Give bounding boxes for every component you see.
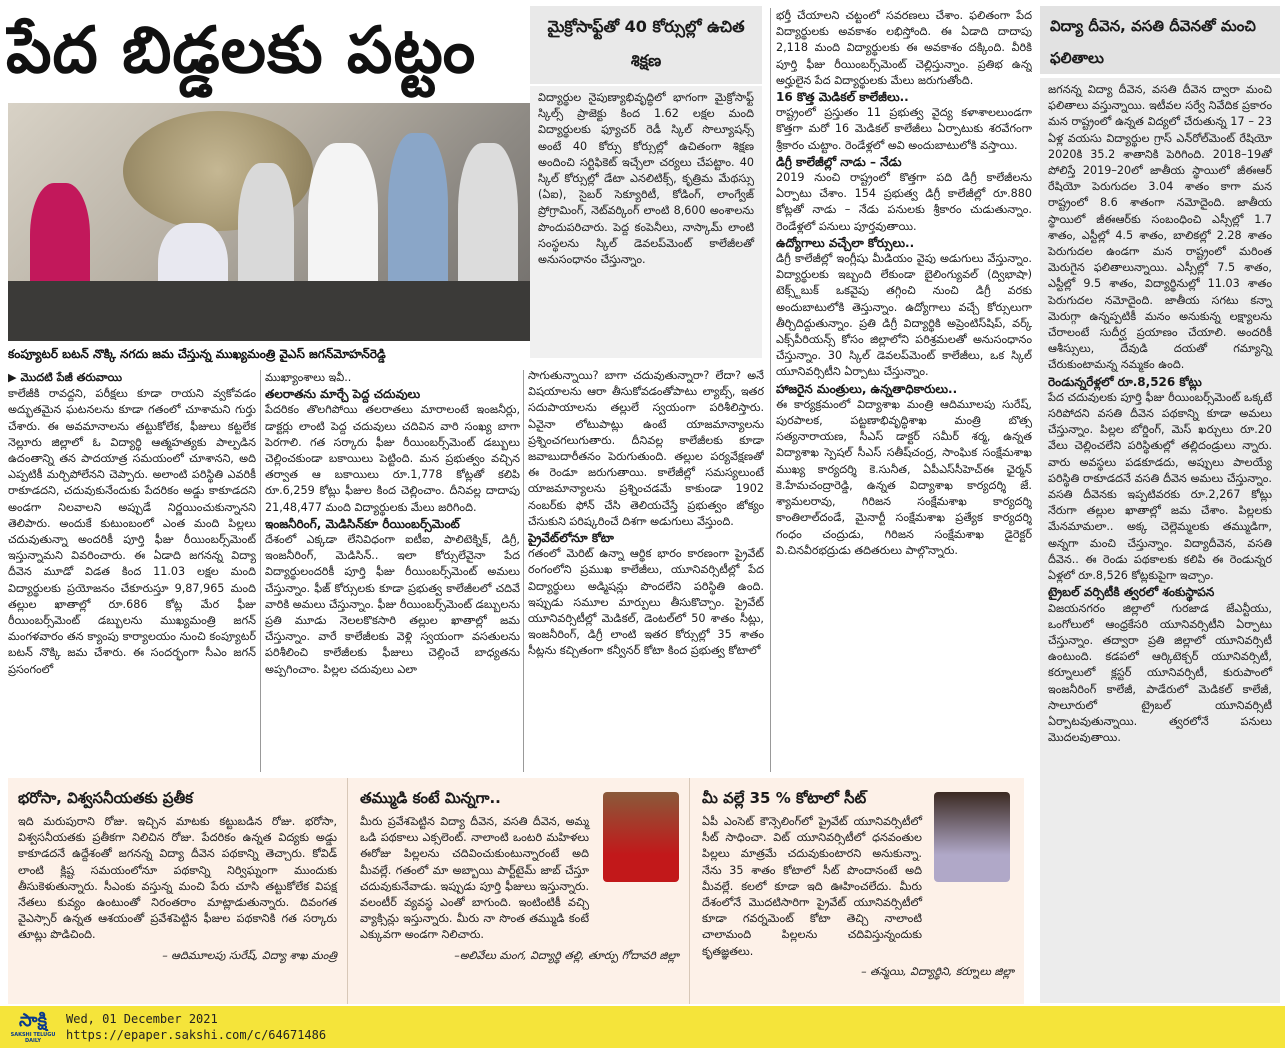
article-text: ముఖ్యాంశాలు ఇవీ..	[265, 371, 352, 384]
testimonial-strip	[8, 778, 1024, 1004]
testimonial-box	[692, 778, 1024, 1004]
testimonial-box	[350, 778, 690, 1004]
article-text: పేద చదువులకు పూర్తి ఫీజు రీయింబర్స్‌మెంట్ ఒక్కటే సరిపోదని వసతి దీవెన పథకాన్ని కూడా అమలు చేస్తున్నాం. పిల్లల బోర్డింగ్, మెస్ ఖర్చులు రూ.20 వేలు చెల్లించలేని పరిస్థితుల్లో తల్లిదండ్రులు న్నారు. వారు అవస్థలు పడకూడదు, అప్పులు పాలయ్యే పరిస్థితి రాకూడదనే వసతి దీవెన అమలు చేస్తున్నాం. వసతి దీవెనకు ఇప్పటివరకు రూ.2,267 కోట్లు నేరుగా తల్లుల ఖాతాల్లో జమ చేశాం. పిల్లలకు మేనమామలా.. అక్క చెల్లెమ్మలకు తమ్ముడిగా, అన్నగా మంచి చేస్తున్నాం. విద్యాదీవెన, వసతి దీవెన.. ఈ రెండు పథకాలకు కలిపి ఈ రెండున్నర ఏళ్లలో రూ.8,526 కోట్లకుపైగా ఇచ్చాం.	[1048, 390, 1272, 583]
subheading: 16 కొత్త మెడికల్ కాలేజీలు..	[776, 90, 909, 105]
subheading: ఇంజనీరింగ్, మెడిసిన్‌కూ రీయింబర్స్‌మెంట్	[265, 516, 460, 531]
article-text: జగనన్న విద్యా దీవెన, వసతి దీవెన ద్వారా మంచి ఫలితాలు వస్తున్నాయి. ఇటీవల సర్వే నివేదిక ప్రకారం మన రాష్ట్రంలో ఉన్నత విద్యలో చేరుతున్న 17 – 23 ఏళ్ల వయసు విద్యార్థుల గ్రాస్ ఎన్‌రోల్‌మెంట్ రేషియో 2020కి 35.2 శాతానికి పెరిగింది. 2018–19తో పోలిస్తే 2019–20లో జాతీయ స్థాయిలో జీఈఆర్ రేషియో పెరుగుదల 3.04 శాతం కాగా మన రాష్ట్రంలో 8.6 శాతంగా నమోదైంది. జాతీయ స్థాయిలో జీఈఆర్‌కు సంబంధించి ఎస్సీల్లో 1.7 శాతం, ఎస్టీల్లో 4.5 శాతం, బాలికల్లో 2.28 శాతం పెరుగుదల ఉండగా మన రాష్ట్రంలో మరింత మెరుగైన ఫలితాలున్నాయి. ఎస్సీల్లో 7.5 శాతం, ఎస్టీల్లో 9.5 శాతం, విద్యార్థినుల్లో 11.03 శాతం పెరుగుదల నమోదైంది. జాతీయ సగటు కన్నా మెరుగ్గా ఉన్నప్పటికీ మనం అనుకున్న లక్ష్యాలను చేరాలంటే సుదీర్ఘ ప్రయాణం చేయాలి. అందరికీ ఆశీస్సులు, దేవుడి దయతో గమ్యాన్ని చేరుకుంటామన్న నమ్మకం ఉంది.	[1048, 83, 1272, 372]
headline: పేద బిడ్డలకు పట్టం	[6, 13, 477, 88]
continuation-marker: ▶ మొదటి పేజీ తరువాయి	[8, 371, 122, 384]
subheading: ట్రైబల్ వర్సిటీకి త్వరలో శంకుస్థాపన	[1048, 585, 1215, 600]
column-divider	[770, 8, 771, 772]
portrait-photo	[603, 792, 679, 882]
microsoft-box-title: మైక్రోసాఫ్ట్‌తో 40 కోర్సుల్లో ఉచిత శిక్షణ	[530, 6, 762, 84]
article-text: రాష్ట్రంలో ప్రస్తుతం 11 ప్రభుత్వ వైద్య కళాశాలలుండగా కొత్తగా మరో 16 మెడికల్ కాలేజీలు ఏర్పాటుకు శరవేగంగా శ్రీకారం చుట్టాం. రెండేళ్లలో అవి అందుబాటులోకి వస్తాయి.	[776, 106, 1032, 152]
logo-tagline: SAKSHI TELUGU DAILY	[10, 1032, 56, 1044]
edition-date: Wed, 01 December 2021	[66, 1012, 218, 1026]
subheading: హాజరైన మంత్రులు, ఉన్నతాధికారులు..	[776, 381, 958, 396]
sidebar-body	[1040, 78, 1280, 1003]
article-column-1	[8, 370, 256, 775]
article-text: కాలేజీకి రావద్దని, పరీక్షలు కూడా రాయని వ్వకోవడం అద్భుతమైన ఘటనలను కూడా గతంలో చూశామని గుర్తు చేశారు. ఈ అవమానాలను తట్టుకోలేక, ఫీజులు కట్టలేక నెల్లూరు జిల్లాలో ఓ విద్యార్థి ఆత్మహత్యకు పాల్పడిన ఉదంతాన్ని తన పాదయాత్ర సమయంలో చూశానని, అది ఎప్పటికీ మర్చిపోలేనని చెప్పారు. అలాంటి పరిస్థితి ఎవరికీ రాకూడదని, చదువుకునేందుకు పేదరికం అడ్డు కాకూడదని అండగా నిలవాలని అప్పుడే నిర్ణయించుకున్నానని తెలిపారు. అందుకే కుటుంబంలో ఎంత మంది పిల్లలు చదువుతున్నా అందరికీ పూర్తి ఫీజు రీయింబర్స్‌మెంట్ ఇస్తున్నామని వివరించారు. ఈ ఏడాది జగనన్న విద్యా దీవెన మూడో విడత కింద 11.03 లక్షల మంది విద్యార్థులకు ప్రయోజనం చేకూరుస్తూ 9,87,965 మంది తల్లుల ఖాతాల్లో రూ.686 కోట్ల మేర ఫీజు రీయింబర్స్‌మెంట్ డబ్బులను ముఖ్యమంత్రి జగన్ మంగళవారం తన క్యాంపు కార్యాలయం నుంచి కంప్యూటర్ బటన్ నొక్కి జమ చేశారు. ఈ సందర్భంగా సీఎం జగన్ ప్రసంగంలో	[8, 387, 256, 676]
testimonial-text: మీరు ప్రవేశపెట్టిన విద్యా దీవెన, వసతి దీవెన, అమ్మ ఒడి పథకాలు ఎక్సలెంట్. నాలాంటి ఒంటరి మహిళలు ఈరోజు పిల్లలను చదివించుకుంటున్నారంటే అది మీవల్లే. గతంలో మా అబ్బాయి పార్ట్‌టైమ్ జాబ్ చేస్తూ చదువుకునేవాడు. ఇప్పుడు పూర్తి ఫీజులు ఇస్తున్నారు. వలంటీర్ వ్యవస్థ ఎంతో బాగుంది. ఇంటింటికీ వచ్చి వ్యాక్సిన్లు ఇస్తున్నారు. మీరు నా సొంత తమ్ముడి కంటే ఎక్కువగా అండగా నిలిచారు.	[360, 815, 589, 942]
testimonial-attribution: – ఆదిమూలపు సురేష్, విద్యా శాఖ మంత్రి	[162, 948, 337, 962]
article-text: గతంలో మెరిట్ ఉన్నా ఆర్థిక భారం కారణంగా ప్రైవేట్ రంగంలోని ప్రముఖ కాలేజీలు, యూనివర్సిటీల్లో పేద విద్యార్థులు అడ్మిషన్లు పొందలేని పరిస్థితి ఉంది. ఇప్పుడు సమూల మార్పులు తీసుకొచ్చాం. ప్రైవేట్ యూనివర్సిటీల్లో మెడికల్, డెంటల్‌లో 50 శాతం సీట్లు, ఇంజనీరింగ్, డిగ్రీ లాంటి ఇతర కోర్సుల్లో 35 శాతం సీట్లను కచ్చితంగా కన్వీనర్ కోటా కింద ప్రభుత్వ కోటాలో	[528, 547, 764, 658]
article-column-2	[265, 370, 520, 775]
portrait-photo	[934, 792, 1010, 882]
sidebar-title: విద్యా దీవెన, వసతి దీవెనతో మంచి ఫలితాలు	[1040, 6, 1280, 74]
testimonial-title: భరోసా, విశ్వసనీయతకు ప్రతీక	[18, 789, 194, 807]
article-column-3	[528, 368, 764, 773]
logo-text: సాక్షి	[19, 1010, 47, 1031]
news-photo	[8, 103, 530, 341]
epaper-link[interactable]: https://epaper.sakshi.com/c/64671486	[66, 1028, 327, 1042]
article-text: విజయనగరం జిల్లాలో గురజాడ జేఎన్టీయు, ఒంగోలులో ఆంధ్రకేసరి యూనివర్సిటీని ఏర్పాటు చేస్తున్నాం. తద్వారా ప్రతి జిల్లాలో యూనివర్సిటీ ఉంటుంది. కడపలో ఆర్కిటెక్చర్ యూనివర్సిటీ, కర్నూలులో క్లస్టర్ యూనివర్సిటీ, కురుపాంలో ఇంజనీరింగ్ కాలేజీ, పాడేరులో మెడికల్ కాలేజీ, సాలూరులో ట్రైబల్ యూనివర్సిటీ ఏర్పాటవుతున్నాయి. త్వరలోనే పనులు మొదలవుతాయి.	[1048, 601, 1272, 745]
subheading: ఉద్యోగాలు వచ్చేలా కోర్సులు..	[776, 235, 915, 250]
subheading: ప్రైవేట్‌లోనూ కోటా	[528, 531, 614, 546]
testimonial-box	[8, 778, 348, 1004]
sakshi-logo[interactable]	[6, 1010, 60, 1044]
subheading: డిగ్రీ కాలేజీల్లో నాడు – నేడు	[776, 154, 902, 169]
testimonial-text: ఇది మరుపురాని రోజు. ఇచ్చిన మాటకు కట్టుబడిన రోజు. భరోసా, విశ్వసనీయతకు ప్రతీకగా నిలిచిన రోజు. పేదరికం ఉన్నత విద్యకు అడ్డు కాకూడదనే ఉద్దేశంతో జగనన్న విద్యా దీవెన పథకాన్ని తెచ్చారు. కోవిడ్ లాంటి క్లిష్ట సమయంలోనూ పథకాన్ని నిర్విఘ్నంగా ముందుకు తీసుకెళుతున్నారు. సీఎంకు వస్తున్న మంచి పేరు చూసి తట్టుకోలేక విపక్ష నేతలు కువ్యం ఉంటుంతో నిరంతరాం మాట్లాడుతున్నారు. దివంగత వైఎస్సార్ ఉన్నత ఆశయంతో ప్రవేశపెట్టిన ఫీజుల పథకానికి గత సర్కారు తూట్లు పొడిచింది.	[18, 815, 337, 942]
subheading: రెండున్నరేళ్లలో రూ.8,526 కోట్లు	[1048, 374, 1202, 389]
article-text: ఈ కార్యక్రమంలో విద్యాశాఖ మంత్రి ఆదిమూలపు సురేష్, పురపాలక, పట్టణాభివృద్ధిశాఖ మంత్రి బొత్స సత్యనారాయణ, సీఎస్ డాక్టర్ సమీర్ శర్మ, ఉన్నత విద్యాశాఖ స్పెషల్ సీఎస్ సతీష్‌చంద్ర, సాంఘిక సంక్షేమశాఖ ముఖ్య కార్యదర్శి కె.సునీత, ఏపీఎస్‌సీహెచ్‌ఈ ఛైర్మన్ కె.హేమచంద్రారెడ్డి, ఉన్నత విద్యాశాఖ కార్యదర్శి జే. శ్యామలరావు, గిరిజన సంక్షేమశాఖ కార్యదర్శి కాంతిలాల్‌దండే, మైనార్టీ సంక్షేమశాఖ ప్రత్యేక కార్యదర్శి గంధం చంద్రుడు, గిరిజన సంక్షేమశాఖ డైరెక్టర్ వి.చినవీరభద్రుడు తదితరులు పాల్గొన్నారు.	[776, 397, 1032, 557]
testimonial-title: మీ వల్లే 35 % కోటాలో సీట్	[702, 789, 867, 807]
epaper-footer	[0, 1006, 1285, 1048]
testimonial-title: తమ్ముడి కంటే మిన్నగా..	[360, 789, 501, 807]
testimonial-attribution: –అలివేలు మంగ, విద్యార్థి తల్లి, తూర్పు గోదావరి జిల్లా	[454, 948, 679, 962]
testimonial-text: ఏపీ ఎంసెట్ కౌన్సెలింగ్‌లో ప్రైవేట్ యూనివర్సిటీలో సీట్ సాధించా. విట్ యూనివర్సిటీలో ధనవంతుల పిల్లలు మాత్రమే చదువుకుంటారని అనుకున్నా. నేను 35 శాతం కోటాలో సీట్ పొందానంటే అది మీవల్లే. కలలో కూడా ఇది ఊహించలేదు. మీరు దేశంలోనే మొదటిసారిగా ప్రైవేట్ యూనివర్సిటీలో కూడా గవర్నమెంట్ కోటా తెచ్చి నాలాంటి చాలామంది పిల్లలను చదివిస్తున్నందుకు కృతజ్ఞతలు.	[702, 815, 922, 958]
subheading: తలరాతను మార్చే పెద్ద చదువులు	[265, 387, 421, 402]
column-divider	[523, 370, 524, 772]
column-divider	[260, 370, 261, 772]
article-text: దేశంలో ఎక్కడా లేనివిధంగా ఐటీఐ, పాలిటెక్నిక్, డిగ్రీ, ఇంజనీరింగ్, మెడిసిన్.. ఇలా కోర్సులేవైనా పేద విద్యార్థులందరికీ పూర్తి ఫీజు రీయింబర్స్‌మెంట్ అమలు చేస్తున్నాం. ఫీజ్ కోర్సులకు కూడా ప్రభుత్వ కాలేజీలలో చదివే వారికి అమలు చేస్తున్నాం. ఫీజు రీయింబర్స్‌మెంట్ డబ్బులను ప్రతి మూడు నెలలకొకసారి తల్లుల ఖాతాల్లో జమ చేస్తున్నాం. వారే కాలేజీలకు వెళ్లి స్వయంగా వసతులను పరిశీలించి కాలేజీలకు ఫీజులు చెల్లించే బాధ్యతను అప్పగించాం. పిల్లల చదువులు ఎలా	[265, 533, 520, 676]
article-text: భర్తీ చేయాలని చట్టంలో సవరణలు చేశాం. ఫలితంగా పేద విద్యార్థులకు అవకాశం లభిస్తోంది. ఈ ఏడాది దాదాపు 2,118 మంది విద్యార్థులకు ఈ అవకాశం దక్కింది. వీరికి పూర్తి ఫీజు రీయింబర్స్‌మెంట్ చెల్లిస్తున్నాం. ప్రతిభ ఉన్న అర్హులైన పేద విద్యార్థులకు మేలు జరుగుతోంది.	[776, 9, 1032, 87]
desk	[8, 281, 530, 341]
article-column-4	[776, 8, 1032, 773]
article-text: డిగ్రీ కాలేజీల్లో ఇంగ్లీషు మీడియం వైపు అడుగులు వేస్తున్నాం. విద్యార్థులకు ఇబ్బంది లేకుండా బైలింగ్యువల్ (ద్విభాషా) టెక్స్ట్‌బుక్ ఒకవైపు తగ్గించి నుంచి డిగ్రీ వరకు అందుబాటులోకి తెస్తున్నాం. ఉద్యోగాలు వచ్చే కోర్సులుగా తీర్చిదిద్దుతున్నాం. ప్రతి డిగ్రీ విద్యార్థికి అప్రెంటిస్‌షిప్, వర్క్ ఎక్స్‌పీరియన్స్ కోసం జిల్లాలోని పరిశ్రమలతో అనుసంధానం చేస్తున్నాం. 30 స్కిల్ డెవలప్‌మెంట్ కాలేజీలు, ఒక స్కిల్ యూనివర్సిటీని ఏర్పాటు చేస్తున్నాం.	[776, 252, 1032, 379]
article-text: పేదరికం తొలగిపోయి తలరాతలు మారాలంటే ఇంజనీర్లు, డాక్టర్లు లాంటి పెద్ద చదువులు చదివిన వారి సంఖ్య బాగా పెరగాలి. గత సర్కారు ఫీజు రీయింబర్స్‌మెంట్ డబ్బులు చెల్లించకుండా బకాయిలు పెట్టింది. మన ప్రభుత్వం వచ్చిన తర్వాత ఆ బకాయిలు రూ.1,778 కోట్లతో కలిపి రూ.6,259 కోట్లు ఫీజుల కింద చెల్లించాం. దీనివల్ల దాదాపు 21,48,477 మంది విద్యార్థులకు మేలు జరిగింది.	[265, 403, 520, 514]
photo-caption: కంప్యూటర్ బటన్ నొక్కి నగదు జమ చేస్తున్న ముఖ్యమంత్రి వైఎస్ జగన్‌మోహన్‌రెడ్డి	[8, 347, 386, 361]
article-text: సాగుతున్నాయి? బాగా చదువుతున్నారా? లేదా? అనే విషయాలను ఆరా తీసుకోవడంతోపాటు ల్యాబ్స్, ఇతర సదుపాయాలను తల్లులే స్వయంగా పరిశీలిస్తారు. ఏవైనా లోటుపాట్లు ఉంటే యాజమాన్యాలను ప్రశ్నించగలుగుతారు. దీనివల్ల కాలేజీలకు కూడా జవాబుదారీతనం పెరుగుతుంది. తల్లుల పర్యవేక్షణతో ఈ రెండూ జరుగుతాయి. కాలేజీల్లో సమస్యలుంటే యాజమాన్యాలను ప్రశ్నించడమే కాకుండా 1902 నంబర్‌కు ఫోన్ చేసి తెలియచేస్తే ప్రభుత్వం జోక్యం చేసుకుని పరిష్కరించే దిశగా అడుగులు వేస్తుంది.	[528, 369, 764, 528]
microsoft-box-body	[530, 86, 762, 358]
article-text: 2019 నుంచి రాష్ట్రంలో కొత్తగా పది డిగ్రీ కాలేజీలను ఏర్పాటు చేశాం. 154 ప్రభుత్వ డిగ్రీ కాలేజీల్లో రూ.880 కోట్లతో నాడు – నేడు పనులకు శ్రీకారం చుడుతున్నాం. రెండేళ్లలో పనులు పూర్తవుతాయి.	[776, 171, 1032, 233]
testimonial-attribution: – తన్మయి, విద్యార్థిని, కర్నూలు జిల్లా	[861, 964, 1014, 978]
article-text: విద్యార్థుల నైపుణ్యాభివృద్ధిలో భాగంగా మైక్రోసాఫ్ట్ స్కిల్స్ ప్రాజెక్టు కింద 1.62 లక్షల మంది విద్యార్థులకు ఫ్యూచర్ రెడీ స్కిల్ సొల్యూషన్స్ అంటే 40 కోర్సు కోర్సుల్లో ఉచితంగా శిక్షణ అందించి సర్టిఫికెట్ ఇచ్చేలా చర్యలు చేపట్టాం. 40 స్కిల్ కోర్సుల్లో డేటా ఎనలిటిక్స్, కృత్రిమ మేథస్సు (ఏఐ), సైబర్ సెక్యూరిటీ, కోడింగ్, లాంగ్వేజ్ ప్రోగ్రామింగ్, నెట్‌వర్కింగ్ లాంటి 8,600 అంశాలను పొందుపరిచారు. పెద్ద కంపెనీలు, నాస్కామ్ లాంటి సంస్థలను స్కిల్ డెవలప్‌మెంట్ కాలేజీలతో అనుసంధానం చేస్తున్నాం.	[538, 91, 754, 267]
